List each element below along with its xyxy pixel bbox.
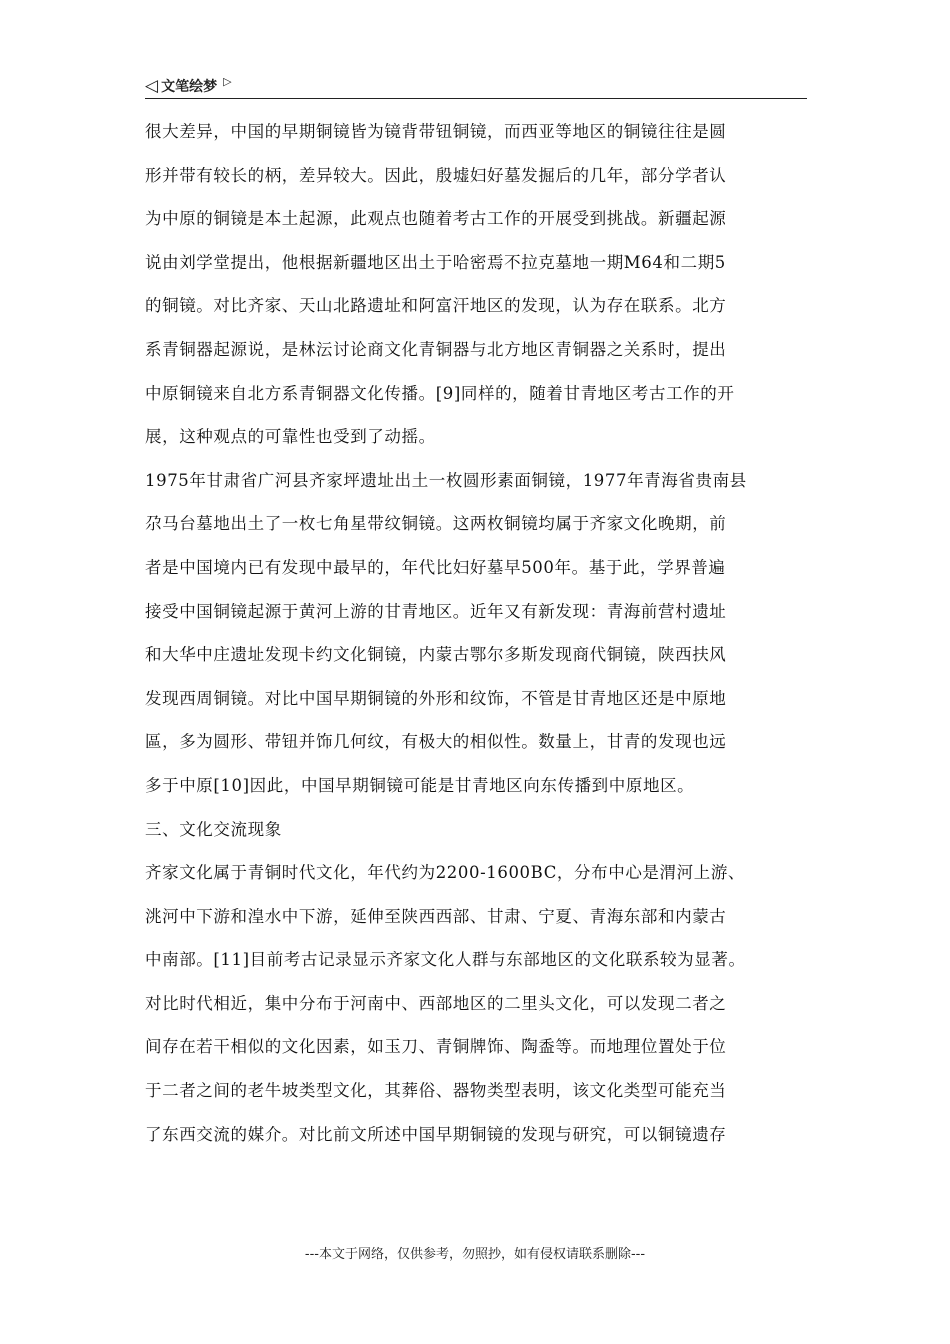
- text-line: 于二者之间的老牛坡类型文化，其葬俗、器物类型表明，该文化类型可能充当: [145, 1081, 727, 1101]
- text-line: 展，这种观点的可靠性也受到了动摇。: [145, 427, 436, 447]
- document-body: [145, 110, 815, 1156]
- page-header: [145, 74, 807, 99]
- text-line: 形并带有较长的柄，差异较大。因此，殷墟妇好墓发掘后的几年，部分学者认: [145, 165, 727, 185]
- text-line: 區，多为圆形、带钮并饰几何纹，有极大的相似性。数量上，甘青的发现也远: [145, 732, 727, 752]
- text-line: 说由刘学堂提出，他根据新疆地区出土于哈密焉不拉克墓地一期M64和二期5: [145, 252, 726, 272]
- header-title: 文笔绘梦: [161, 79, 218, 95]
- text-line: 洮河中下游和湟水中下游，延伸至陕西西部、甘肃、宁夏、青海东部和内蒙古: [145, 906, 727, 926]
- triangle-right-icon: ▷: [223, 74, 232, 88]
- text-line: 多于中原[10]因此，中国早期铜镜可能是甘青地区向东传播到中原地区。: [145, 775, 695, 795]
- text-line: 尕马台墓地出土了一枚七角星带纹铜镜。这两枚铜镜均属于齐家文化晚期，前: [145, 514, 727, 534]
- text-line: 者是中国境内已有发现中最早的，年代比妇好墓早500年。基于此，学界普遍: [145, 557, 726, 577]
- text-line: 中原铜镜来自北方系青铜器文化传播。[9]同样的，随着甘青地区考古工作的开: [145, 383, 735, 403]
- text-line: 的铜镜。对比齐家、天山北路遗址和阿富汗地区的发现，认为存在联系。北方: [145, 296, 727, 316]
- section-heading: 三、文化交流现象: [145, 819, 282, 839]
- text-line: 接受中国铜镜起源于黄河上游的甘青地区。近年又有新发现：青海前营村遗址: [145, 601, 727, 621]
- text-line: 1975年甘肃省广河县齐家坪遗址出土一枚圆形素面铜镜，1977年青海省贵南县: [145, 470, 747, 490]
- text-line: 和大华中庄遗址发现卡约文化铜镜，内蒙古鄂尔多斯发现商代铜镜，陕西扶风: [145, 645, 727, 665]
- text-line: 了东西交流的媒介。对比前文所述中国早期铜镜的发现与研究，可以铜镜遗存: [145, 1124, 727, 1144]
- text-line: 系青铜器起源说，是林沄讨论商文化青铜器与北方地区青铜器之关系时，提出: [145, 339, 727, 359]
- triangle-left-icon: ◁: [145, 75, 159, 96]
- text-line: 对比时代相近，集中分布于河南中、西部地区的二里头文化，可以发现二者之: [145, 993, 727, 1013]
- text-line: 发现西周铜镜。对比中国早期铜镜的外形和纹饰，不管是甘青地区还是中原地: [145, 688, 727, 708]
- text-line: 中南部。[11]目前考古记录显示齐家文化人群与东部地区的文化联系较为显著。: [145, 950, 746, 970]
- text-line: 很大差异，中国的早期铜镜皆为镜背带钮铜镜，而西亚等地区的铜镜往往是圆: [145, 122, 727, 141]
- text-line: 间存在若干相似的文化因素，如玉刀、青铜牌饰、陶盉等。而地理位置处于位: [145, 1037, 727, 1057]
- text-line: 为中原的铜镜是本土起源，此观点也随着考古工作的开展受到挑战。新疆起源: [145, 209, 727, 229]
- page-footer: ---本文于网络，仅供参考，勿照抄，如有侵权请联系删除---: [304, 1247, 646, 1262]
- text-line: 齐家文化属于青铜时代文化，年代约为2200-1600BC，分布中心是渭河上游、: [145, 863, 746, 883]
